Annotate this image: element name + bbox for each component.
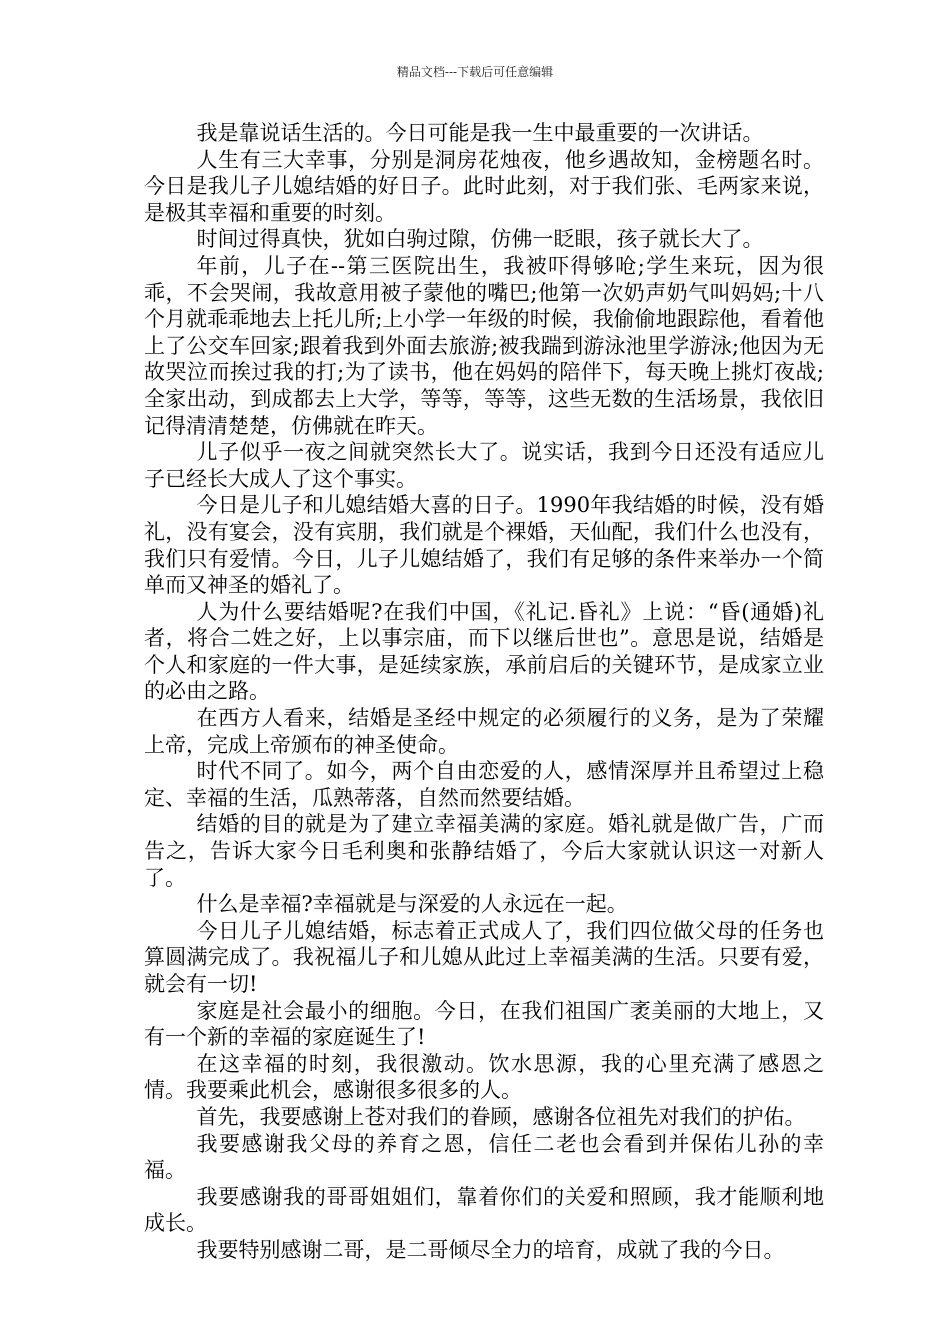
paragraph: 在西方人看来，结婚是圣经中规定的必须履行的义务，是为了荣耀上帝，完成上帝颁布的神圣使命。 bbox=[144, 706, 824, 757]
paragraph: 今日儿子儿媳结婚，标志着正式成人了，我们四位做父母的任务也算圆满完成了。我祝福儿子和儿媳从此过上幸福美满的生活。只要有爱，就会有一切! bbox=[144, 918, 824, 996]
paragraph: 结婚的目的就是为了建立幸福美满的家庭。婚礼就是做广告，广而告之，告诉大家今日毛利奥和张静结婚了，今后大家就认识这一对新人了。 bbox=[144, 812, 824, 890]
paragraph: 我是靠说话生活的。今日可能是我一生中最重要的一次讲话。 bbox=[196, 121, 764, 145]
paragraph: 我要感谢我父母的养育之恩，信任二老也会看到并保佑儿孙的幸福。 bbox=[144, 1131, 824, 1183]
paragraph: 儿子似乎一夜之间就突然长大了。说实话，我到今日还没有适应儿子已经长大成人了这个事实。 bbox=[144, 440, 824, 491]
paragraph: 人生有三大幸事，分别是洞房花烛夜，他乡遇故知，金榜题名时。今日是我儿子儿媳结婚的好日子。此时此刻，对于我们张、毛两家来说，是极其幸福和重要的时刻。 bbox=[144, 147, 824, 225]
paragraph: 年前，儿子在--第三医院出生，我被吓得够呛;学生来玩，因为很乖，不会哭闹，我故意用被子蒙他的嘴巴;他第一次奶声奶气叫妈妈;十八个月就乖乖地去上托儿所;上小学一年级的时候，我偷偷地跟踪他，看着他上了公交车回家;跟着我到外面去旅游;被我踹到游泳池里学游泳;他因为无故哭泣而挨过我的打;为了读书，他在妈妈的陪伴下，每天晚上挑灯夜战;全家出动，到成都去上大学，等等，等等，这些无数的生活场景，我依旧记得清清楚楚，仿佛就在昨天。 bbox=[144, 253, 824, 438]
paragraph: 时代不同了。如今，两个自由恋爱的人，感情深厚并且希望过上稳定、幸福的生活，瓜熟蒂落，自然而然要结婚。 bbox=[144, 759, 824, 810]
paragraph: 首先，我要感谢上苍对我们的眷顾，感谢各位祖先对我们的护佑。 bbox=[196, 1104, 806, 1129]
paragraph: 我要感谢我的哥哥姐姐们，靠着你们的关爱和照顾，我才能顺利地成长。 bbox=[144, 1184, 824, 1236]
paragraph: 今日是儿子和儿媳结婚大喜的日子。1990年我结婚的时候，没有婚礼，没有宴会，没有宾朋，我们就是个裸婚，天仙配，我们什么也没有，我们只有爱情。今日，儿子儿媳结婚了，我们有足够的条件来举办一个简单而又神圣的婚礼了。 bbox=[144, 493, 824, 598]
paragraph: 在这幸福的时刻，我很激动。饮水思源，我的心里充满了感恩之情。我要乘此机会，感谢很多很多的人。 bbox=[144, 1051, 824, 1103]
paragraph: 人为什么要结婚呢?在我们中国，《礼记.昏礼》上说：“昏(通婚)礼者，将合二姓之好，上以事宗庙，而下以继后世也”。意思是说，结婚是个人和家庭的一件大事，是延续家族，承前启后的关键环节，是成家立业的必由之路。 bbox=[144, 599, 824, 704]
paragraph: 我要特别感谢二哥，是二哥倾尽全力的培育，成就了我的今日。 bbox=[196, 1237, 785, 1262]
paragraph: 家庭是社会最小的细胞。今日，在我们祖国广袤美丽的大地上，又有一个新的幸福的家庭诞生了! bbox=[144, 998, 824, 1050]
page-header: 精品文档---下载后可任意编辑 bbox=[396, 65, 554, 79]
paragraph: 什么是幸福?幸福就是与深爱的人永远在一起。 bbox=[196, 892, 628, 917]
document-body bbox=[144, 120, 824, 1264]
paragraph: 时间过得真快，犹如白驹过隙，仿佛一眨眼，孩子就长大了。 bbox=[196, 227, 764, 252]
